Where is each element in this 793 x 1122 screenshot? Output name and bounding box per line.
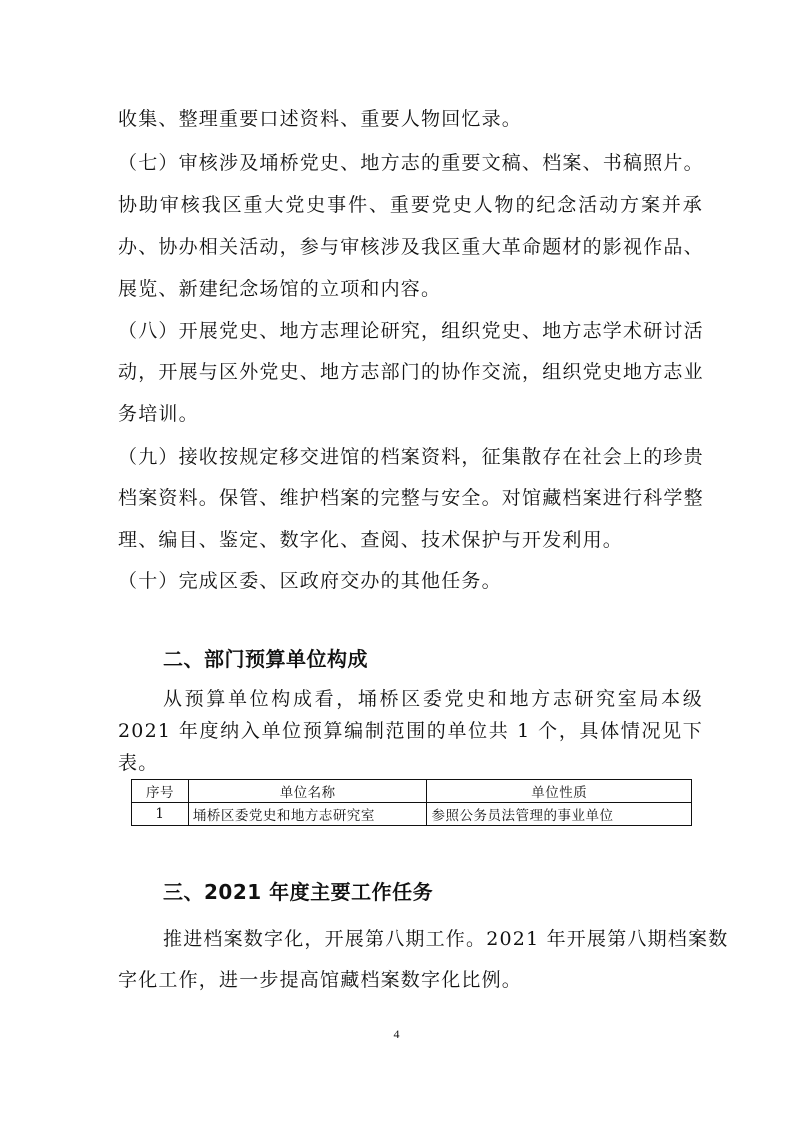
table-cell: 参照公务员法管理的事业单位 bbox=[427, 803, 692, 826]
body-line: 协助审核我区重大党史事件、重要党史人物的纪念活动方案并承 bbox=[118, 194, 703, 216]
body-line: （七）审核涉及埇桥党史、地方志的重要文稿、档案、书稿照片。 bbox=[118, 152, 704, 174]
body-line: 2021 年度纳入单位预算编制范围的单位共 1 个，具体情况见下 bbox=[118, 720, 703, 742]
body-line: 从预算单位构成看，埇桥区委党史和地方志研究室局本级 bbox=[163, 688, 703, 710]
table-header-cell: 单位名称 bbox=[188, 780, 427, 803]
body-line: 档案资料。保管、维护档案的完整与安全。对馆藏档案进行科学整 bbox=[118, 487, 704, 509]
table-row bbox=[132, 803, 692, 826]
body-line: 收集、整理重要口述资料、重要人物回忆录。 bbox=[118, 108, 523, 130]
body-line: 字化工作，进一步提高馆藏档案数字化比例。 bbox=[118, 969, 523, 991]
body-line: 展览、新建纪念场馆的立项和内容。 bbox=[118, 278, 442, 300]
table-cell: 埇桥区委党史和地方志研究室 bbox=[188, 803, 427, 826]
body-line: 务培训。 bbox=[118, 403, 199, 425]
body-line: 推进档案数字化，开展第八期工作。2021 年开展第八期档案数 bbox=[163, 928, 729, 950]
budget-unit-table bbox=[131, 779, 692, 826]
section-heading: 三、2021 年度主要工作任务 bbox=[163, 880, 434, 904]
table-header-row bbox=[132, 780, 692, 803]
table-cell: 1 bbox=[132, 803, 189, 826]
section-heading: 二、部门预算单位构成 bbox=[163, 647, 368, 671]
body-line: 表。 bbox=[118, 752, 159, 774]
body-line: （九）接收按规定移交进馆的档案资料，征集散存在社会上的珍贵 bbox=[118, 446, 704, 468]
body-line: （八）开展党史、地方志理论研究，组织党史、地方志学术研讨活 bbox=[118, 320, 704, 342]
page-number: 4 bbox=[393, 1027, 400, 1041]
body-line: 动，开展与区外党史、地方志部门的协作交流，组织党史地方志业 bbox=[118, 361, 704, 383]
body-line: 理、编目、鉴定、数字化、查阅、技术保护与开发利用。 bbox=[118, 529, 624, 551]
table-header-cell: 序号 bbox=[132, 780, 189, 803]
body-line: （十）完成区委、区政府交办的其他任务。 bbox=[118, 570, 502, 592]
body-line: 办、协办相关活动，参与审核涉及我区重大革命题材的影视作品、 bbox=[118, 236, 704, 258]
table-header-cell: 单位性质 bbox=[427, 780, 692, 803]
